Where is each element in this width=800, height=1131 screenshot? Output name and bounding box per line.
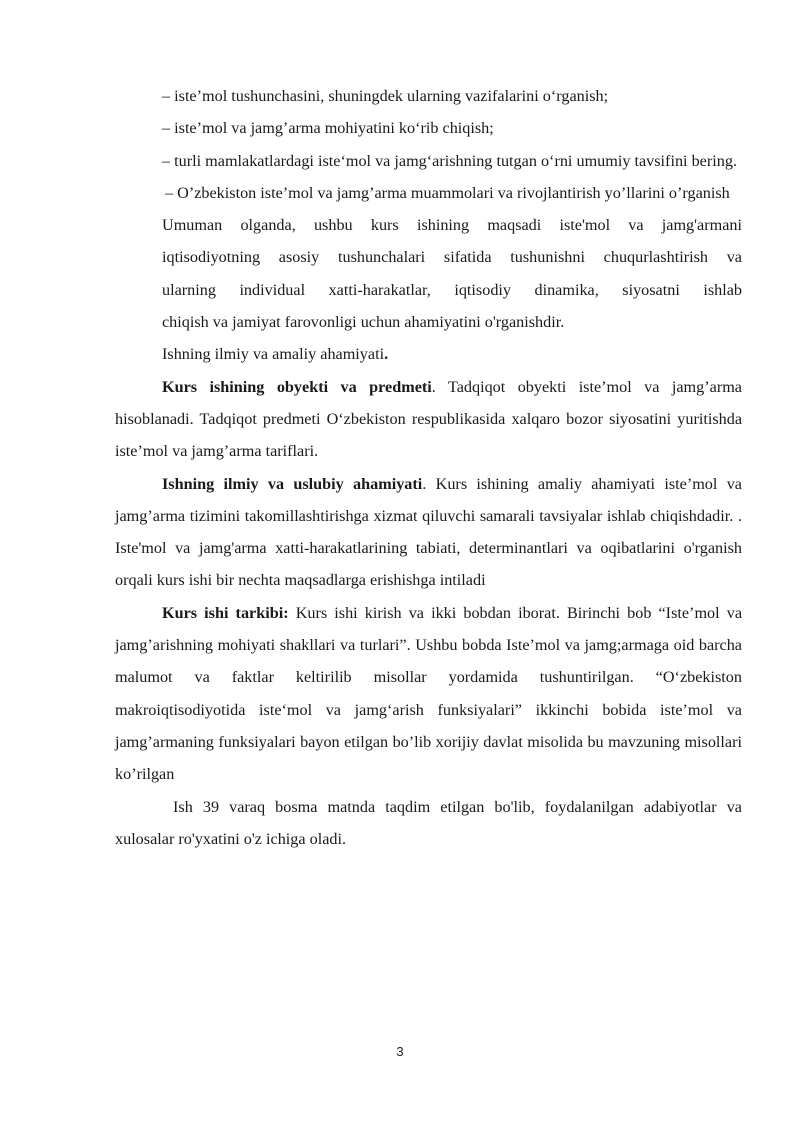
summary-paragraph [115, 209, 742, 370]
list-item-4: – O’zbekiston iste’mol va jamg’arma muammolari va rivojlantirish yo’llarini o’rganish [165, 183, 730, 202]
summary-line-4: chiqish va jamiyat farovonligi uchun ahamiyatini o'rganishdir. [162, 313, 565, 332]
body-text [115, 80, 742, 855]
significance-text: . Kurs ishining amaliy ahamiyati iste’mol va jamg’arma tizimini takomillashtirishga xizmat qiluvchi samarali tavsiyalar ishlab chiqishdadir. . Iste'mol va jamg'arma xatti-harakatlarining tabiati, determinantlari va oqibatlarini o'rganish orqali kurs ishi bir nechta maqsadlarga erishishga intiladi [115, 474, 742, 590]
significance-heading: Ishning ilmiy va uslubiy ahamiyati [162, 474, 423, 493]
structure-text: Kurs ishi kirish va ikki bobdan iborat. Birinchi bob “Iste’mol va jamg’arishning mohiyati shakllari va turlari”. Ushbu bobda Iste’mol va jamg;armaga oid barcha malumot va faktlar keltirilib misollar yordamida tushuntirilgan. “O‘zbekiston makroiqtisodiyotida iste‘mol va jamg‘arish funksiyalari” ikkinchi bobida iste’mol va jamg’armaning funksiyalari bayon etilgan bo’lib xorijiy davlat misolida bu mavzuning misollari ko’rilgan [115, 603, 742, 784]
volume-paragraph: Ish 39 varaq bosma matnda taqdim etilgan bo'lib, foydalanilgan adabiyotlar va xulosalar ro'yxatini o'z ichiga oladi. [115, 797, 742, 848]
list-item-2: – iste’mol va jamg’arma mohiyatini ko‘rib chiqish; [162, 119, 494, 138]
object-heading: Kurs ishining obyekti va predmeti [162, 377, 432, 396]
object-text: . Tadqiqot obyekti iste’mol va jamg’arma hisoblanadi. Tadqiqot predmeti O‘zbekiston respublikasida xalqaro bozor siyosatini yuritishda iste’mol va jamg’arma tariflari. [115, 377, 742, 461]
significance-paragraph [115, 468, 742, 597]
object-paragraph [115, 371, 742, 468]
list-item-3: – turli mamlakatlardagi iste‘mol va jamg‘arishning tutgan o‘rni umumiy tavsifini bering. [162, 151, 737, 170]
significance-label [162, 338, 742, 370]
significance-label-dot: . [384, 345, 389, 364]
significance-label-text: Ishning ilmiy va amaliy ahamiyati [162, 345, 385, 364]
summary-line-2: iqtisodiyotning asosiy tushunchalari sifatida tushunishni chuqurlashtirish va [162, 248, 742, 267]
summary-line-1: Umuman olganda, ushbu kurs ishining maqsadi iste'mol va jamg'armani [162, 216, 742, 235]
list-item-1: – iste’mol tushunchasini, shuningdek ularning vazifalarini o‘rganish; [162, 87, 609, 105]
summary-line-3: ularning individual xatti-harakatlar, iqtisodiy dinamika, siyosatni ishlab [162, 280, 742, 299]
page-number: 3 [396, 1044, 404, 1059]
structure-heading: Kurs ishi tarkibi: [162, 603, 289, 622]
structure-paragraph [115, 597, 742, 791]
